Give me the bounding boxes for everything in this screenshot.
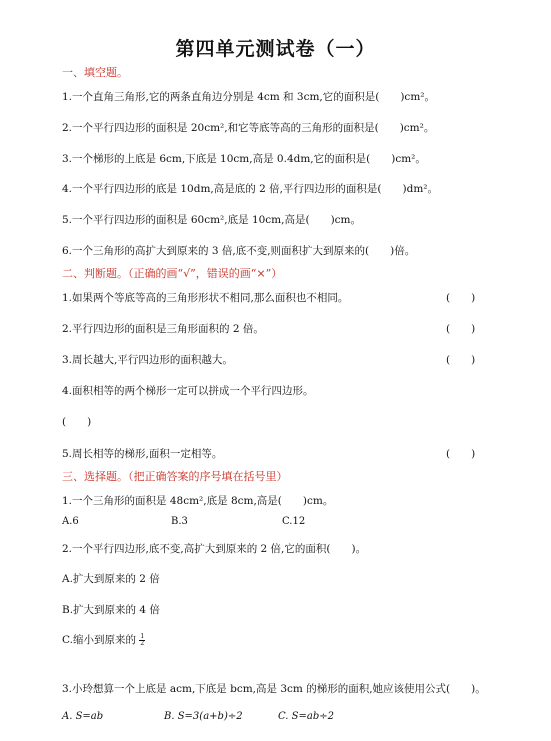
answer-parentheses: ( ): [446, 292, 476, 304]
answer-parentheses: ( ): [446, 323, 476, 335]
answer-parentheses: ( ): [62, 416, 92, 428]
option-b: B. S=3(a+b)÷2: [164, 711, 243, 722]
option-b: B.扩大到原来的 4 倍: [62, 604, 160, 616]
judge-question-1: 1.如果两个等底等高的三角形形状不相同,那么面积也不相同。: [62, 292, 349, 304]
fill-question-4: 4.一个平行四边形的底是 10dm,高是底的 2 倍,平行四边形的面积是( )dm²。: [62, 183, 439, 195]
judge-question-4: 4.面积相等的两个梯形一定可以拼成一个平行四边形。: [62, 385, 314, 397]
section-heading-true-false: 二、判断题。（正确的画“√”，错误的画“×”）: [62, 267, 283, 280]
fill-question-6: 6.一个三角形的高扩大到原来的 3 倍,底不变,则面积扩大到原来的( )倍。: [62, 245, 416, 257]
fill-question-2: 2.一个平行四边形的面积是 20cm²,和它等底等高的三角形的面积是( )cm²。: [62, 122, 435, 134]
answer-parentheses: ( ): [446, 448, 476, 460]
option-c: C.缩小到原来的: [62, 634, 136, 646]
option-a: A.扩大到原来的 2 倍: [62, 573, 160, 585]
option-a: A. S=ab: [62, 711, 104, 722]
fraction-denominator: 2: [140, 639, 145, 647]
judge-question-2: 2.平行四边形的面积是三角形面积的 2 倍。: [62, 323, 264, 335]
option-c: C.12: [282, 516, 306, 527]
page-title: 第四单元测试卷（一）: [175, 38, 376, 60]
option-c: C. S=ab÷2: [278, 711, 334, 722]
fill-question-1: 1.一个直角三角形,它的两条直角边分别是 4cm 和 3cm,它的面积是( )cm²。: [62, 91, 435, 103]
judge-question-3: 3.周长越大,平行四边形的面积越大。: [62, 354, 233, 366]
option-c-line: [62, 632, 145, 647]
section-heading-fill-in: 一、填空题。: [62, 66, 128, 79]
fraction-numerator: 1: [140, 632, 145, 640]
fill-question-5: 5.一个平行四边形的面积是 60cm²,底是 10cm,高是( )cm。: [62, 214, 362, 226]
choice-question-1: 1.一个三角形的面积是 48cm²,底是 8cm,高是( )cm。: [62, 495, 334, 507]
fraction-one-half: [139, 634, 145, 647]
choice-question-3: 3.小玲想算一个上底是 acm,下底是 bcm,高是 3cm 的梯形的面积,她应该使用公式( )。: [62, 683, 486, 695]
section-heading-choice: 三、选择题。（把正确答案的序号填在括号里）: [62, 470, 288, 483]
fill-question-3: 3.一个梯形的上底是 6cm,下底是 10cm,高是 0.4dm,它的面积是( )cm²。: [62, 153, 426, 165]
choice-question-2: 2.一个平行四边形,底不变,高扩大到原来的 2 倍,它的面积( )。: [62, 543, 367, 555]
option-a: A.6: [62, 516, 79, 527]
judge-question-5: 5.周长相等的梯形,面积一定相等。: [62, 448, 223, 460]
option-b: B.3: [171, 516, 188, 527]
answer-parentheses: ( ): [446, 354, 476, 366]
